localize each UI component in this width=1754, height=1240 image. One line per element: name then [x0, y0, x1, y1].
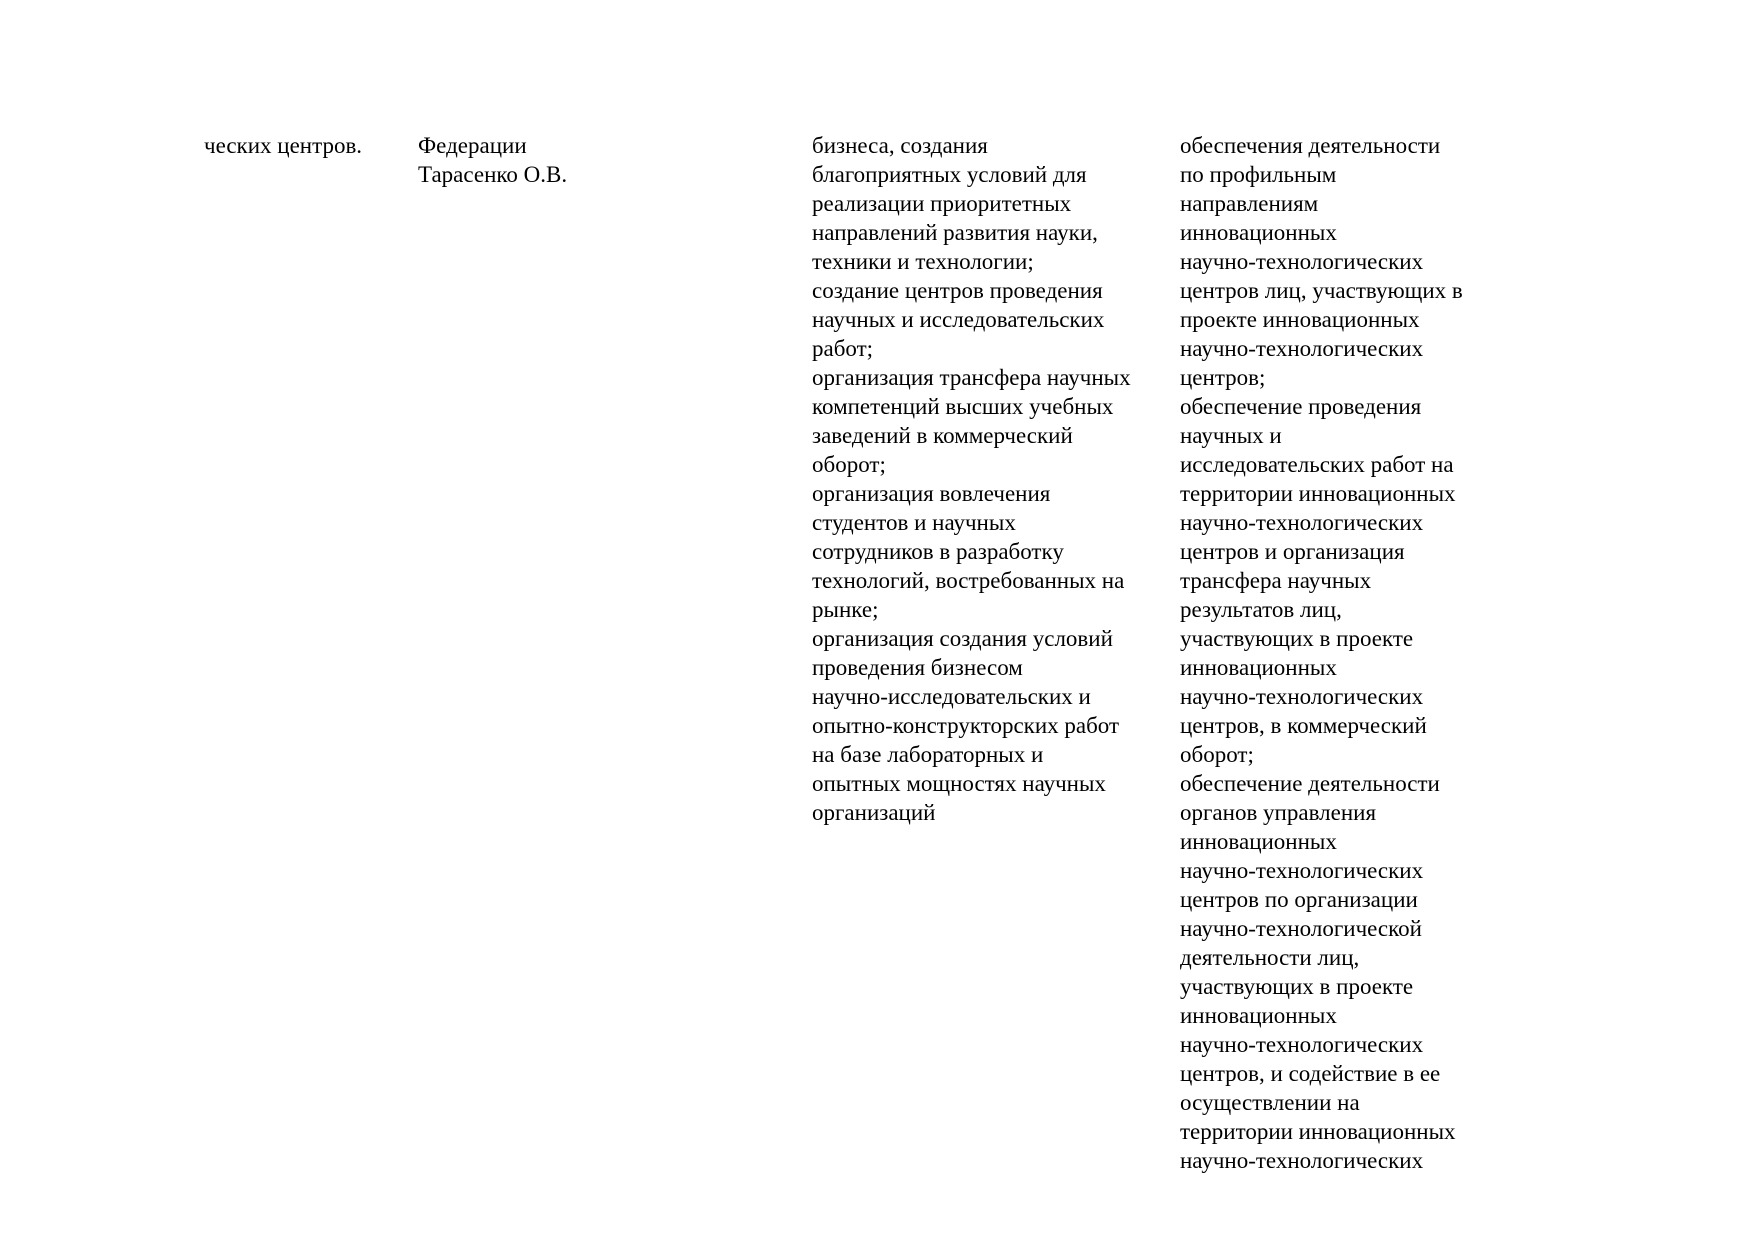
text-line: результатов лиц, [1180, 597, 1342, 622]
text-line: научно-технологических [1180, 336, 1424, 361]
text-line: инновационных [1180, 220, 1337, 245]
text-line: техники и технологии; [812, 249, 1034, 274]
table-column-4 [1180, 131, 1463, 1175]
text-line: научно-технологических [1180, 510, 1424, 535]
text-line: центров лиц, участвующих в [1180, 278, 1463, 303]
text-line: территории инновационных [1180, 1119, 1456, 1144]
text-line: реализации приоритетных [812, 191, 1072, 216]
text-line: центров, и содействие в ее [1180, 1061, 1441, 1086]
text-line: направлениям [1180, 191, 1319, 216]
text-line: рынке; [812, 597, 879, 622]
text-line: научно-исследовательских и [812, 684, 1091, 709]
text-line: исследовательских работ на [1180, 452, 1454, 477]
text-line: деятельности лиц, [1180, 945, 1360, 970]
text-line: научно-технологических [1180, 858, 1424, 883]
text-line: организаций [812, 800, 936, 825]
text-line: компетенций высших учебных [812, 394, 1114, 419]
text-line: инновационных [1180, 1003, 1337, 1028]
table-column-2 [418, 131, 567, 189]
text-line: создание центров проведения [812, 278, 1103, 303]
text-line: опытно-конструкторских работ [812, 713, 1120, 738]
text-line: проведения бизнесом [812, 655, 1023, 680]
text-line: обеспечения деятельности [1180, 133, 1441, 158]
text-line: на базе лабораторных и [812, 742, 1044, 767]
text-line: научно-технологических [1180, 1032, 1424, 1057]
text-line: центров; [1180, 365, 1266, 390]
text-line: территории инновационных [1180, 481, 1456, 506]
text-line: заведений в коммерческий [812, 423, 1073, 448]
text-line: организация вовлечения [812, 481, 1051, 506]
text-line: оборот; [812, 452, 886, 477]
text-line: Тарасенко О.В. [418, 162, 568, 187]
text-line: оборот; [1180, 742, 1254, 767]
text-line: Федерации [418, 133, 527, 158]
text-line: центров, в коммерческий [1180, 713, 1427, 738]
text-line: участвующих в проекте [1180, 974, 1414, 999]
text-line: инновационных [1180, 829, 1337, 854]
text-line: направлений развития науки, [812, 220, 1098, 245]
text-line: благоприятных условий для [812, 162, 1087, 187]
text-line: работ; [812, 336, 874, 361]
text-line: обеспечение деятельности [1180, 771, 1440, 796]
text-line: организация трансфера научных [812, 365, 1131, 390]
text-line: технологий, востребованных на [812, 568, 1125, 593]
text-line: научных и [1180, 423, 1282, 448]
text-line: организация создания условий [812, 626, 1113, 651]
text-line: научно-технологических [1180, 1148, 1424, 1173]
text-line: осуществлении на [1180, 1090, 1360, 1115]
text-line: обеспечение проведения [1180, 394, 1422, 419]
text-line: научно-технологических [1180, 249, 1424, 274]
text-line: центров по организации [1180, 887, 1418, 912]
text-line: по профильным [1180, 162, 1337, 187]
text-line: проекте инновационных [1180, 307, 1420, 332]
text-line: инновационных [1180, 655, 1337, 680]
text-line: органов управления [1180, 800, 1377, 825]
table-column-3 [812, 131, 1131, 827]
text-line: научно-технологической [1180, 916, 1422, 941]
text-line: бизнеса, создания [812, 133, 988, 158]
text-line: опытных мощностях научных [812, 771, 1106, 796]
text-line: научных и исследовательских [812, 307, 1105, 332]
text-line: научно-технологических [1180, 684, 1424, 709]
text-line: участвующих в проекте [1180, 626, 1414, 651]
text-line: центров и организация [1180, 539, 1405, 564]
text-line: студентов и научных [812, 510, 1016, 535]
text-line: сотрудников в разработку [812, 539, 1064, 564]
table-column-1 [204, 131, 362, 160]
text-line: ческих центров. [204, 133, 363, 158]
text-line: трансфера научных [1180, 568, 1372, 593]
